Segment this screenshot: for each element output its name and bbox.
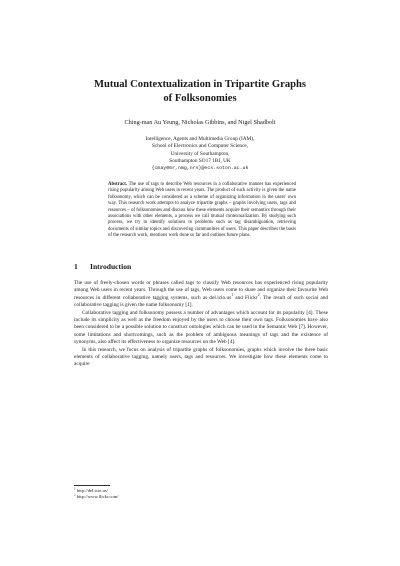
abstract-text: The use of tags to describe Web resources in a collaborative manner has experienced rising popularity among Web users in recent years. The product of such activity is given the name folksonomy, which can be considered as a scheme of organizing information in the users' own way. This research work attempts to analyze tripartite graphs – graphs involving users, tags and resources – of folksonomies and discuss how these elements acquire their semantics through their associations with other elements, a process we call mutual contextualization. By studying such process, we try to identify solutions to problems such as tag disambiguation, retrieving documents of similar topics and discovering communities of users. This paper describes the basis of the research work, mentions work done so far and outlines future plans. (108, 182, 296, 239)
paragraph-text: The use of freely-chosen words or phrases called tags to classify Web resources has experienced rising popularity among Web users in recent years. Through the use of tags, Web users come to share and organize their favourite Web resources in different collaborative tagging systems, such as del.icio.us (74, 280, 328, 301)
affiliation-line: Southampton SO17 1BJ, UK (169, 157, 231, 164)
title-line-1: Mutual Contextualization in Tripartite Graphs (93, 79, 307, 90)
abstract (108, 182, 296, 240)
title-line-2: of Folksonomies (163, 93, 237, 104)
abstract-label: Abstract. (108, 182, 128, 187)
paragraph: Collaborative tagging and folksonomy possess a number of advantages which account for its popularity [4]. These include its simplicity as well as the freedom enjoyed by the users to choose their own tags. Folksonomies have also been considered to be a possible solution to construct ontologies which can be used in the Semantic Web [7]. However, some limitations and shortcomings, such as the problem of ambiguous meanings of tags and the existence of synonyms, also affect its effectiveness to organize resources on the Web [4]. (74, 309, 328, 346)
affiliation-line: University of Southampton, (170, 150, 230, 157)
footnote-ref: 2 (257, 293, 260, 298)
footnote-mark: 2 (74, 492, 76, 497)
section-title: Introduction (90, 262, 132, 271)
section-body (74, 280, 328, 369)
affiliation-block (40, 136, 360, 172)
footnote-link[interactable]: http://www.flickr.com/ (76, 494, 119, 500)
affiliation-line: School of Electronics and Computer Science, (151, 143, 249, 150)
paper-title (40, 78, 360, 106)
paragraph (74, 280, 328, 310)
footnotes (74, 488, 328, 501)
footnote-link[interactable]: http://del.icio.us/ (76, 488, 108, 493)
footnote-ref: 1 (231, 293, 234, 298)
footnote-divider (74, 485, 110, 486)
footnote (74, 494, 328, 500)
section-number: 1 (74, 262, 78, 271)
author-email: {cmay06r,nmg,nrs}@ecs.soton.ac.uk (151, 166, 249, 172)
section-heading (74, 262, 328, 272)
paragraph-text: . The result of such social and collaborative tagging is given the name folksonomy [1]. (74, 294, 328, 309)
paragraph-text: and Flickr (233, 294, 258, 301)
author-list: Ching-man Au Yeung, Nicholas Gibbins, and Nigel Shadbolt (124, 119, 276, 126)
paragraph: In this research, we focus on analysis of tripartite graphs of folksonomies, graphs which involve the three basic elements of collaborative tagging, namely users, tags and resources. We investigate how these elements come to acquire (74, 346, 328, 368)
footnote-mark: 1 (74, 486, 76, 491)
affiliation-line: Intelligence, Agents and Multimedia Group (IAM), (145, 136, 255, 142)
